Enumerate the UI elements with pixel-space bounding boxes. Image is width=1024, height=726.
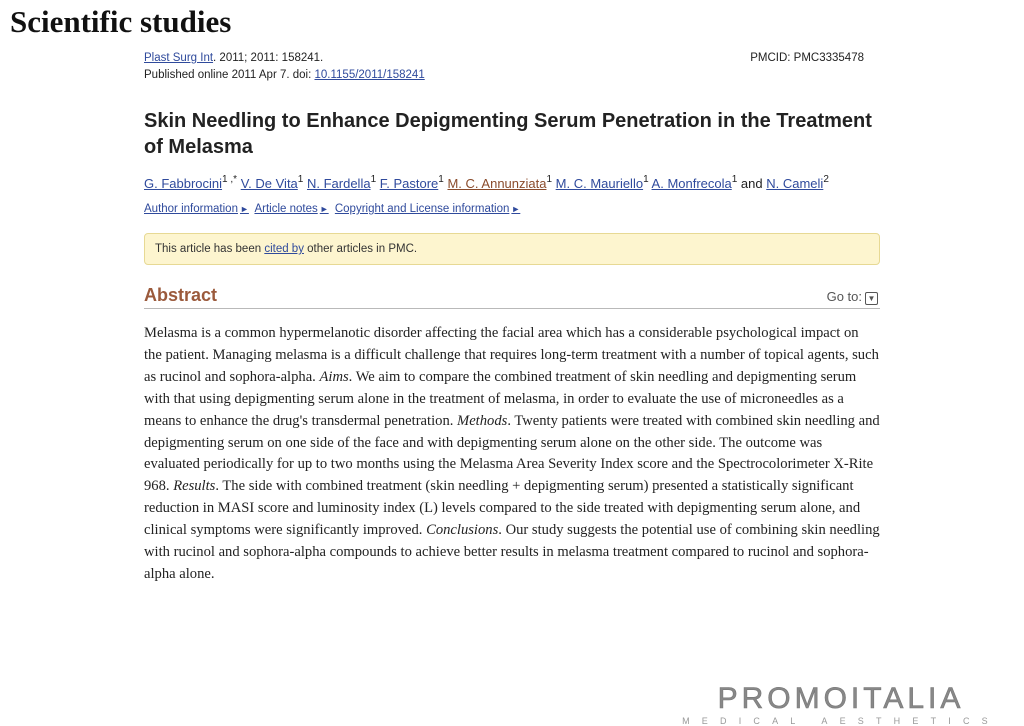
slide-title: Scientific studies [10, 4, 232, 39]
citation-line [144, 50, 880, 67]
abstract-heading: Abstract [144, 285, 218, 305]
article-notes-link[interactable] [254, 203, 328, 215]
logo-tagline: MEDICAL AESTHETICS [682, 716, 1000, 726]
expand-triangle-icon: ► [239, 204, 249, 214]
promoitalia-logo [676, 684, 1006, 726]
cited-by-link[interactable]: cited by [264, 243, 304, 255]
citation-details: . 2011; 2011: 158241. [213, 52, 324, 64]
author-affiliation: 1 ,* [222, 174, 238, 185]
author-list [144, 174, 880, 193]
cited-prefix: This article has been [155, 243, 265, 255]
author-information-link[interactable] [144, 203, 249, 215]
expand-triangle-icon: ► [319, 204, 329, 214]
author-affiliation: 1 [643, 174, 649, 185]
author-affiliation: 1 [546, 174, 553, 185]
author-link[interactable]: V. De Vita [240, 176, 298, 191]
expand-triangle-icon: ► [511, 204, 521, 214]
abstract-text-segment: Melasma is a common hypermelanotic disorder affecting the facial area which has a considerable psychological impact on the patient. Managing melasma is a difficult challenge that requires long-term treatment with a number of topical agents, such as rucinol and sophora-alpha. [144, 325, 879, 385]
logo-wordmark: PROMOITALIA [717, 682, 965, 715]
section-label-results: Results [173, 478, 216, 495]
abstract-text-segment: . We aim to compare the combined treatment of skin needling and depigmenting serum with that using depigmenting serum alone in the treatment of melasma, in order to evaluate the use of microneedles as a means to enhance the drug's transdermal penetration. [144, 368, 857, 429]
article-panel [144, 50, 880, 586]
abstract-text-segment: . The side with combined treatment (skin needling + depigmenting serum) presented a statistically significant reduction in MASI score and luminosity index (L) levels compared to the side treated with depigmenting serum alone, and clinical symptoms were significantly improved. [144, 478, 861, 539]
abstract-text-segment: . Our study suggests the potential use of combining skin needling with rucinol and sophora-alpha compounds to achieve better results in melasma treatment compared to rucinol and sophora-alpha alone. [144, 522, 880, 582]
published-line [144, 67, 880, 84]
author-link[interactable]: G. Fabbrocini [144, 176, 223, 191]
pmcid-label: PMCID: PMC3335478 [750, 52, 864, 64]
author-link[interactable]: N. Fardella [306, 176, 371, 191]
author-affiliation: 1 [370, 174, 377, 185]
author-affiliation: 1 [297, 174, 304, 185]
author-link[interactable]: M. C. Annunziata [447, 176, 547, 191]
article-notes-label: Article notes [254, 203, 318, 215]
published-text: Published online 2011 Apr 7. doi: [144, 69, 315, 81]
copyright-license-label: Copyright and License information [334, 203, 510, 215]
author-link[interactable]: N. Cameli [766, 176, 824, 191]
author-link[interactable]: M. C. Mauriello [555, 176, 644, 191]
author-information-label: Author information [144, 203, 238, 215]
doi-link[interactable]: 10.1155/2011/158241 [314, 69, 425, 81]
article-title: Skin Needling to Enhance Depigmenting Serum Penetration in the Treatment of Melasma [144, 110, 872, 158]
cited-suffix: other articles in PMC. [303, 243, 418, 255]
cited-by-notice [144, 233, 880, 265]
copyright-license-link[interactable] [335, 203, 520, 215]
goto-label: Go to: [826, 289, 862, 304]
chevron-down-icon: ▼ [865, 292, 878, 305]
author-affiliation: 1 [731, 174, 738, 185]
abstract-body [144, 323, 880, 586]
author-affiliation: 1 [438, 174, 444, 185]
goto-menu[interactable] [827, 289, 878, 305]
author-link[interactable]: A. Monfrecola [651, 176, 732, 191]
section-label-conclusions: Conclusions [426, 522, 499, 539]
journal-link[interactable]: Plast Surg Int [144, 52, 214, 64]
section-label-aims: Aims [319, 368, 349, 385]
author-affiliation: 2 [823, 174, 829, 185]
author-link[interactable]: F. Pastore [379, 176, 439, 191]
article-info-links [144, 203, 880, 215]
abstract-text-segment: . Twenty patients were treated with combined skin needling and depigmenting serum on one side of the face and with depigmenting serum alone on the other side. The outcome was evaluated periodically for up to two months using the Melasma Area Severity Index score and the Spectrocolorimeter X-Rite 968. [144, 412, 880, 495]
abstract-header [144, 285, 880, 309]
and-word: and [737, 176, 767, 191]
section-label-methods: Methods [457, 412, 508, 429]
